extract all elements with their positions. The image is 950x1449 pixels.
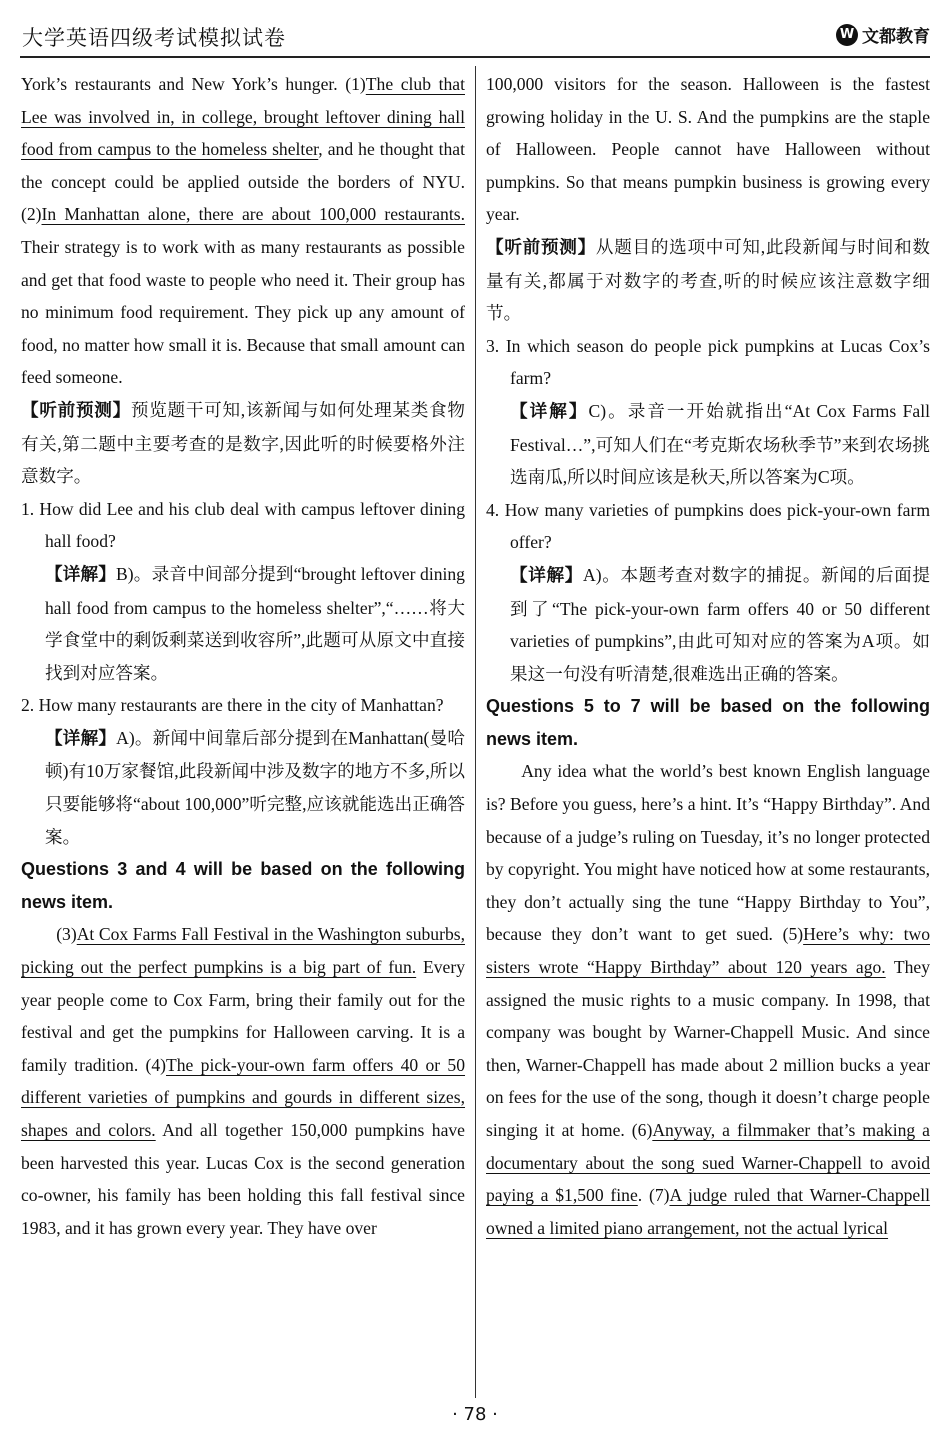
- brand-name: 文都教育: [862, 27, 930, 47]
- passage-paragraph-3: Any idea what the world’s best known English language is? Before you guess, here’s a hint. It’s “Happy Birthday”. And because of a judge’s ruling on Tuesday, it’s no longer protected by copyright. You might have noticed how at some restaurants, they don’t actually sing the tune “Happy Birthday to You”, because they don’t want to get sued. (5)Here’s why: two sisters wrote “Happy Birthday” about 120 years ago. They assigned the music rights to a music company. In 1998, that company was bought by Warner-Chappell Music. And since then, Warner-Chappell has made about 2 million bucks a year on fees for the use of the song, though it doesn’t charge people singing it at home. (6)Anyway, a filmmaker that’s making a documentary about the song sued Warner-Chappell to avoid paying a $1,500 fine. (7)A judge ruled that Warner-Chappell owned a limited piano arrangement, not the actual lyrical: [486, 761, 931, 1238]
- passage-paragraph-continued: 100,000 visitors for the season. Halloween is the fastest growing holiday in the U. S. And the pumpkins are the staple of Halloween. People cannot have Halloween without pumpkins. So that means pumpkin business is growing every year.: [486, 74, 930, 225]
- brand: [836, 22, 930, 47]
- explanation-tag: 【详解】: [510, 565, 583, 586]
- right-column: [486, 68, 930, 1244]
- question-4: 4. How many varieties of pumpkins does pick-your-own farm offer?: [486, 499, 930, 553]
- answer-3: 【详解】C)。录音一开始就指出“At Cox Farms Fall Festival…”,可知人们在“考克斯农场秋季节”来到农场挑选南瓜,所以时间应该是秋天,所以答案为C项。: [510, 400, 930, 488]
- pre-listening-prediction-2: 【听前预测】从题目的选项中可知,此段新闻与时间和数量有关,都属于对数字的考查,听的时候应该注意数字细节。: [486, 236, 930, 324]
- explanation-tag: 【详解】: [45, 728, 117, 749]
- explanation-tag: 【详解】: [510, 401, 589, 422]
- prediction-tag: 【听前预测】: [486, 237, 596, 258]
- question-3: 3. In which season do people pick pumpkins at Lucas Cox’s farm?: [486, 335, 930, 389]
- page-number: · 78 ·: [452, 1404, 498, 1425]
- header-title: 大学英语四级考试模拟试卷: [22, 26, 286, 50]
- passage-paragraph-2: (3)At Cox Farms Fall Festival in the Washington suburbs, picking out the perfect pumpkins is a big part of fun. Every year people come to Cox Farm, bring their family out for the festival and get the pumpkins for Halloween carving. It is a family tradition. (4)The pick-your-own farm offers 40 or 50 different varieties of pumpkins and gourds in different sizes, shapes and colors. And all together 150,000 pumpkins have been harvested this year. Lucas Cox is the second generation co-owner, his family has been holding this fall festival since 1983, and it has grown every year. They have over: [21, 924, 466, 1238]
- left-column: [21, 68, 465, 1244]
- prediction-tag: 【听前预测】: [21, 400, 131, 421]
- question-1: 1. How did Lee and his club deal with campus leftover dining hall food?: [21, 498, 465, 552]
- answer-2: 【详解】A)。新闻中间靠后部分提到在Manhattan(曼哈顿)有10万家餐馆,此段新闻中涉及数字的地方不多,所以只要能够将“about 100,000”听完整,应该就能选出正确答案。: [45, 727, 465, 847]
- brand-logo-icon: W: [836, 24, 858, 46]
- column-divider: [475, 66, 476, 1398]
- answer-1: 【详解】B)。录音中间部分提到“brought leftover dining hall food from campus to the homeless shelter”,“……将大学食堂中的剩饭剩菜送到收容所”,此题可从原文中直接找到对应答案。: [45, 563, 465, 683]
- answer-4: 【详解】A)。本题考查对数字的捕捉。新闻的后面提到了“The pick-your-own farm offers 40 or 50 different varieties of pumpkins”,由此可知对应的答案为A项。如果这一句没有听清楚,很难选出正确的答案。: [510, 564, 930, 684]
- question-2: 2. How many restaurants are there in the city of Manhattan?: [21, 695, 444, 716]
- section-heading-q3-q4: Questions 3 and 4 will be based on the following news item.: [21, 859, 465, 912]
- passage-paragraph-1: York’s restaurants and New York’s hunger. (1)The club that Lee was involved in, in college, brought leftover dining hall food from campus to the homeless shelter, and he thought that the concept could be applied outside the borders of NYU. (2)In Manhattan alone, there are about 100,000 restaurants. Their strategy is to work with as many restaurants as possible and get that food waste to people who need it. Their group has no minimum food requirement. They pick up any amount of food, no matter how small it is. Because that small amount can feed someone.: [21, 74, 465, 388]
- header-rule: [20, 56, 930, 58]
- explanation-tag: 【详解】: [45, 564, 117, 585]
- pre-listening-prediction-1: 【听前预测】预览题干可知,该新闻与如何处理某类食物有关,第二题中主要考查的是数字,因此听的时候要格外注意数字。: [21, 399, 465, 487]
- page-header: [20, 18, 930, 54]
- section-heading-q5-q7: Questions 5 to 7 will be based on the following news item.: [486, 696, 930, 749]
